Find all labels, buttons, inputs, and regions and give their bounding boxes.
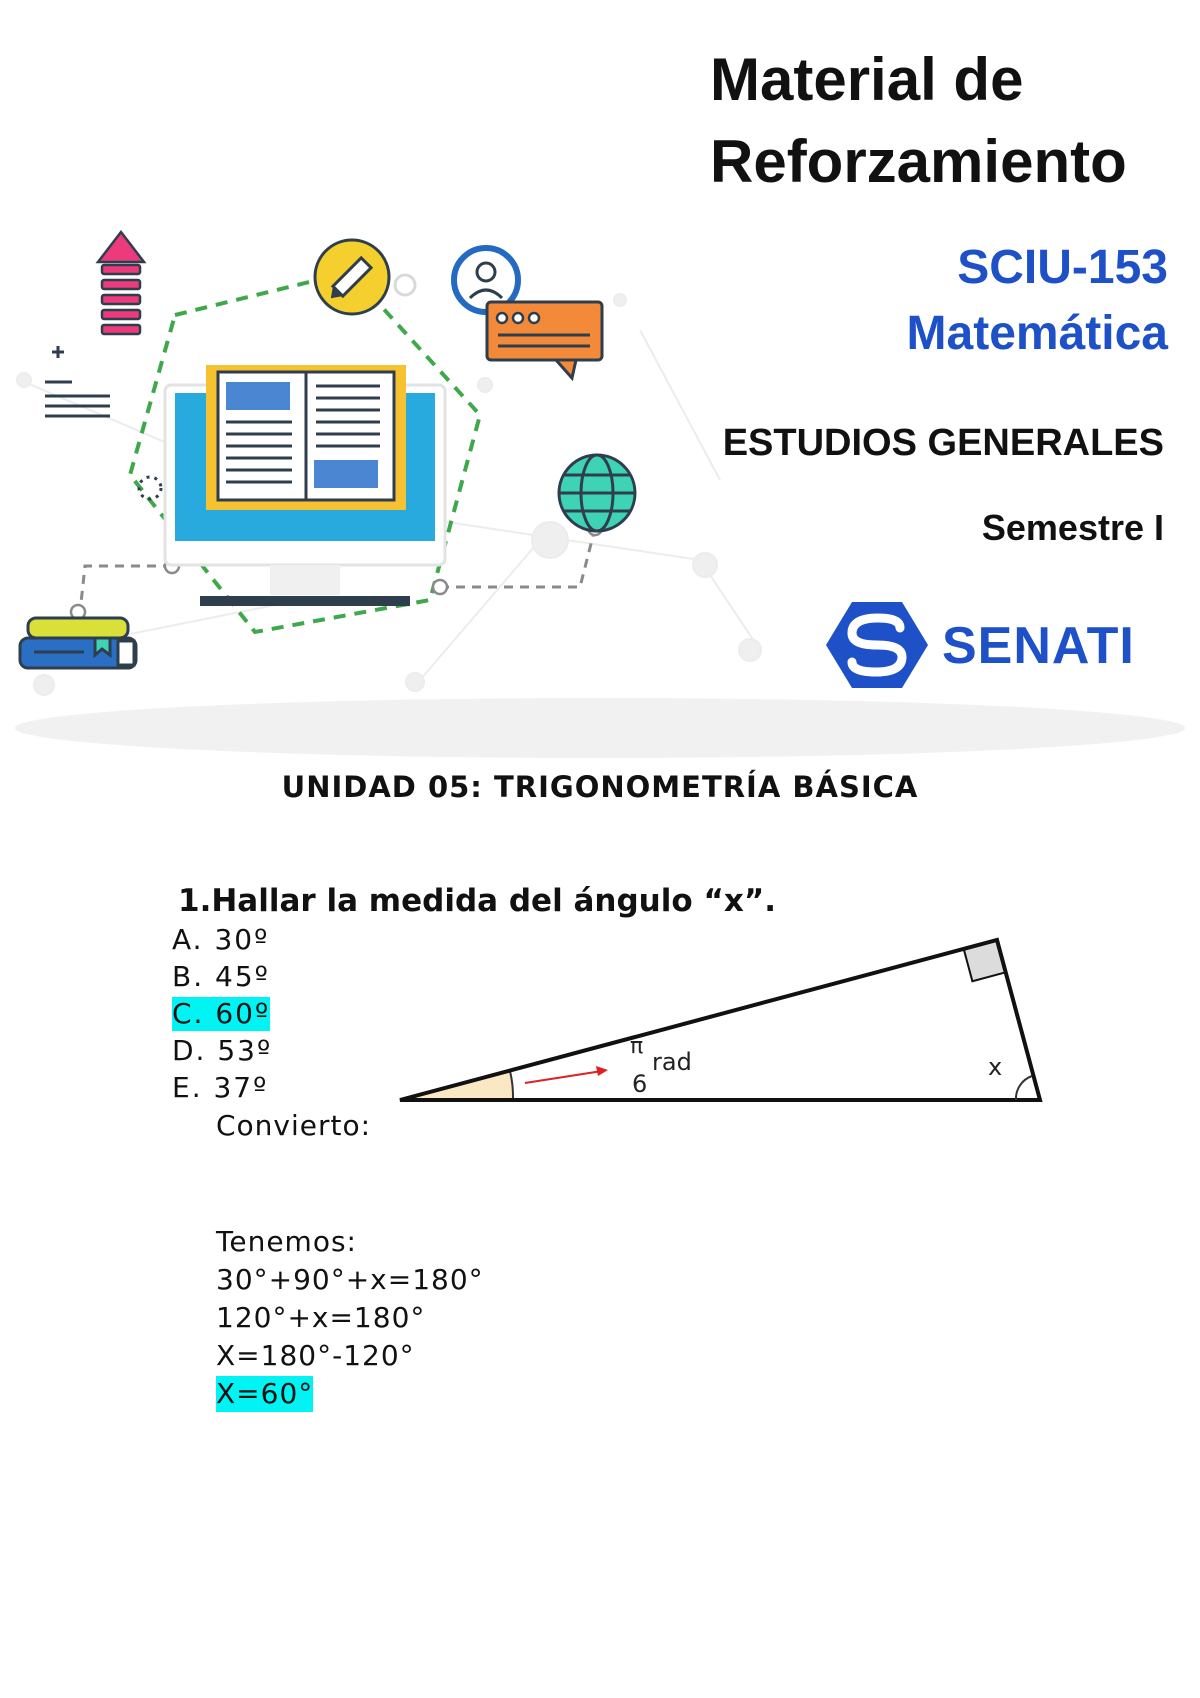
text-lines-icon: [45, 346, 110, 416]
senati-logo-icon: [826, 602, 928, 688]
x-angle-arc: [1016, 1076, 1032, 1100]
unit-title: UNIDAD 05: TRIGONOMETRÍA BÁSICA: [281, 770, 919, 804]
solution-step-3: X=180°-120°: [216, 1339, 415, 1372]
red-arrowhead: [596, 1066, 608, 1076]
course-name: Matemática: [906, 307, 1168, 360]
six-label: 6: [632, 1070, 648, 1098]
rad-label: rad: [652, 1048, 692, 1076]
department-label: ESTUDIOS GENERALES: [722, 422, 1164, 464]
convert-label: Convierto:: [216, 1109, 372, 1142]
question-text: Hallar la medida del ángulo “x”.: [211, 883, 776, 919]
material-title-line1: Material de: [710, 46, 1024, 113]
question-number: 1.: [178, 883, 212, 919]
triangle-figure: [390, 920, 1060, 1110]
have-label: Tenemos:: [216, 1225, 357, 1258]
globe-icon: [559, 455, 635, 531]
option-c-highlighted: C. 60º: [172, 997, 271, 1030]
red-arrow: [525, 1071, 602, 1083]
solution-step-1: 30°+90°+x=180°: [216, 1263, 484, 1296]
material-title-line2: Reforzamiento: [710, 128, 1127, 195]
user-chat-icon: [454, 248, 602, 378]
solution-step-2: 120°+x=180°: [216, 1301, 426, 1334]
books-icon: [20, 618, 136, 668]
option-e: E. 37º: [172, 1071, 269, 1104]
pi-label: π: [630, 1034, 644, 1059]
course-code: SCIU-153: [957, 241, 1168, 294]
solution-answer-highlighted: X=60°: [216, 1377, 314, 1410]
semester-label: Semestre I: [981, 507, 1164, 548]
senati-wordmark: SENATI: [942, 617, 1135, 675]
question-title: [178, 883, 776, 919]
upload-arrow-icon: [98, 232, 144, 334]
option-d: D. 53º: [172, 1034, 273, 1067]
x-angle-label: x: [988, 1053, 1003, 1081]
option-b: B. 45º: [172, 960, 270, 993]
option-a: A. 30º: [172, 923, 270, 956]
pencil-icon: [315, 240, 389, 314]
triangle-outline: [400, 940, 1040, 1100]
